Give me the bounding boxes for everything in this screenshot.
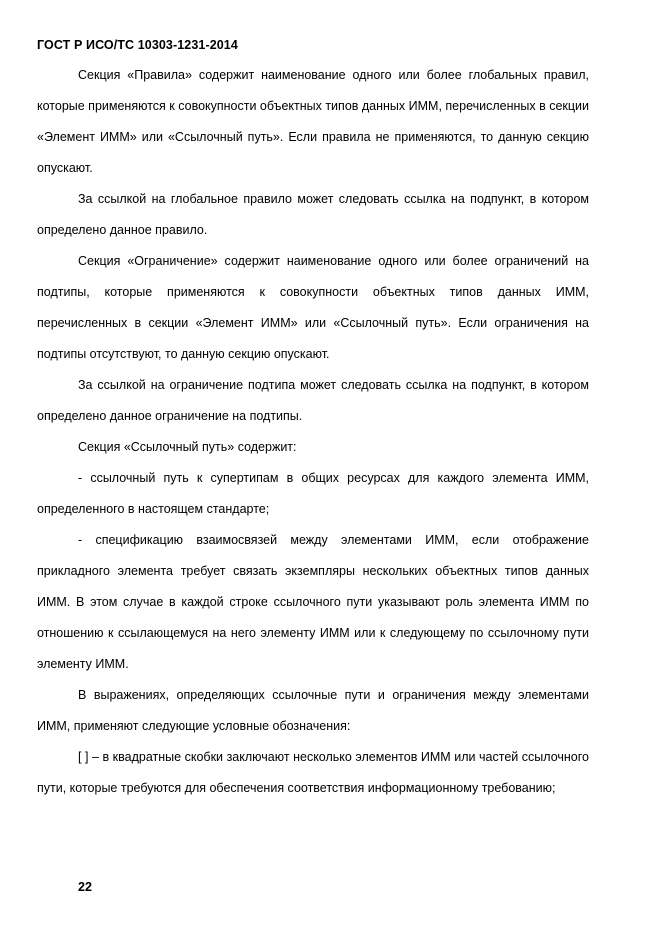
page-number: 22 [78,880,92,894]
document-header: ГОСТ Р ИСО/ТС 10303-1231-2014 [37,38,238,52]
list-item-relationship-spec: - спецификацию взаимосвязей между элементами ИММ, если отображение прикладного элемента требует связать экземпляры нескольких объектных типов данных ИММ. В этом случае в каждой строке ссылочного пути указывают роль элемента ИММ по отношению к ссылающемуся на него элементу ИММ или к следующему по ссылочному пути элементу ИММ. [37,533,589,671]
paragraph-notation-intro: В выражениях, определяющих ссылочные пути и ограничения между элементами ИММ, применяют следующие условные обозначения: [37,688,589,733]
list-item-supertype-path: - ссылочный путь к супертипам в общих ресурсах для каждого элемента ИММ, определенного в настоящем стандарте; [37,471,589,516]
paragraph-global-rule-reference: За ссылкой на глобальное правило может следовать ссылка на подпункт, в котором определено данное правило. [37,192,589,237]
paragraph-rules-section: Секция «Правила» содержит наименование одного или более глобальных правил, которые применяются к совокупности объектных типов данных ИММ, перечисленных в секции «Элемент ИММ» или «Ссылочный путь». Если правила не применяются, то данную секцию опускают. [37,68,590,175]
paragraph-reference-path-intro: Секция «Ссылочный путь» содержит: [78,440,297,454]
paragraph-subtype-constraint-reference: За ссылкой на ограничение подтипа может следовать ссылка на подпункт, в котором определено данное ограничение на подтипы. [37,378,589,423]
paragraph-constraint-section: Секция «Ограничение» содержит наименование одного или более ограничений на подтипы, которые применяются к совокупности объектных типов данных ИММ, перечисленных в секции «Элемент ИММ» или «Ссылочный путь». Если ограничения на подтипы отсутствуют, то данную секцию опускают. [37,254,589,361]
document-body [37,60,589,804]
paragraph-square-brackets-notation: [ ] – в квадратные скобки заключают несколько элементов ИММ или частей ссылочного пути, которые требуются для обеспечения соответствия информационному требованию; [37,750,589,795]
